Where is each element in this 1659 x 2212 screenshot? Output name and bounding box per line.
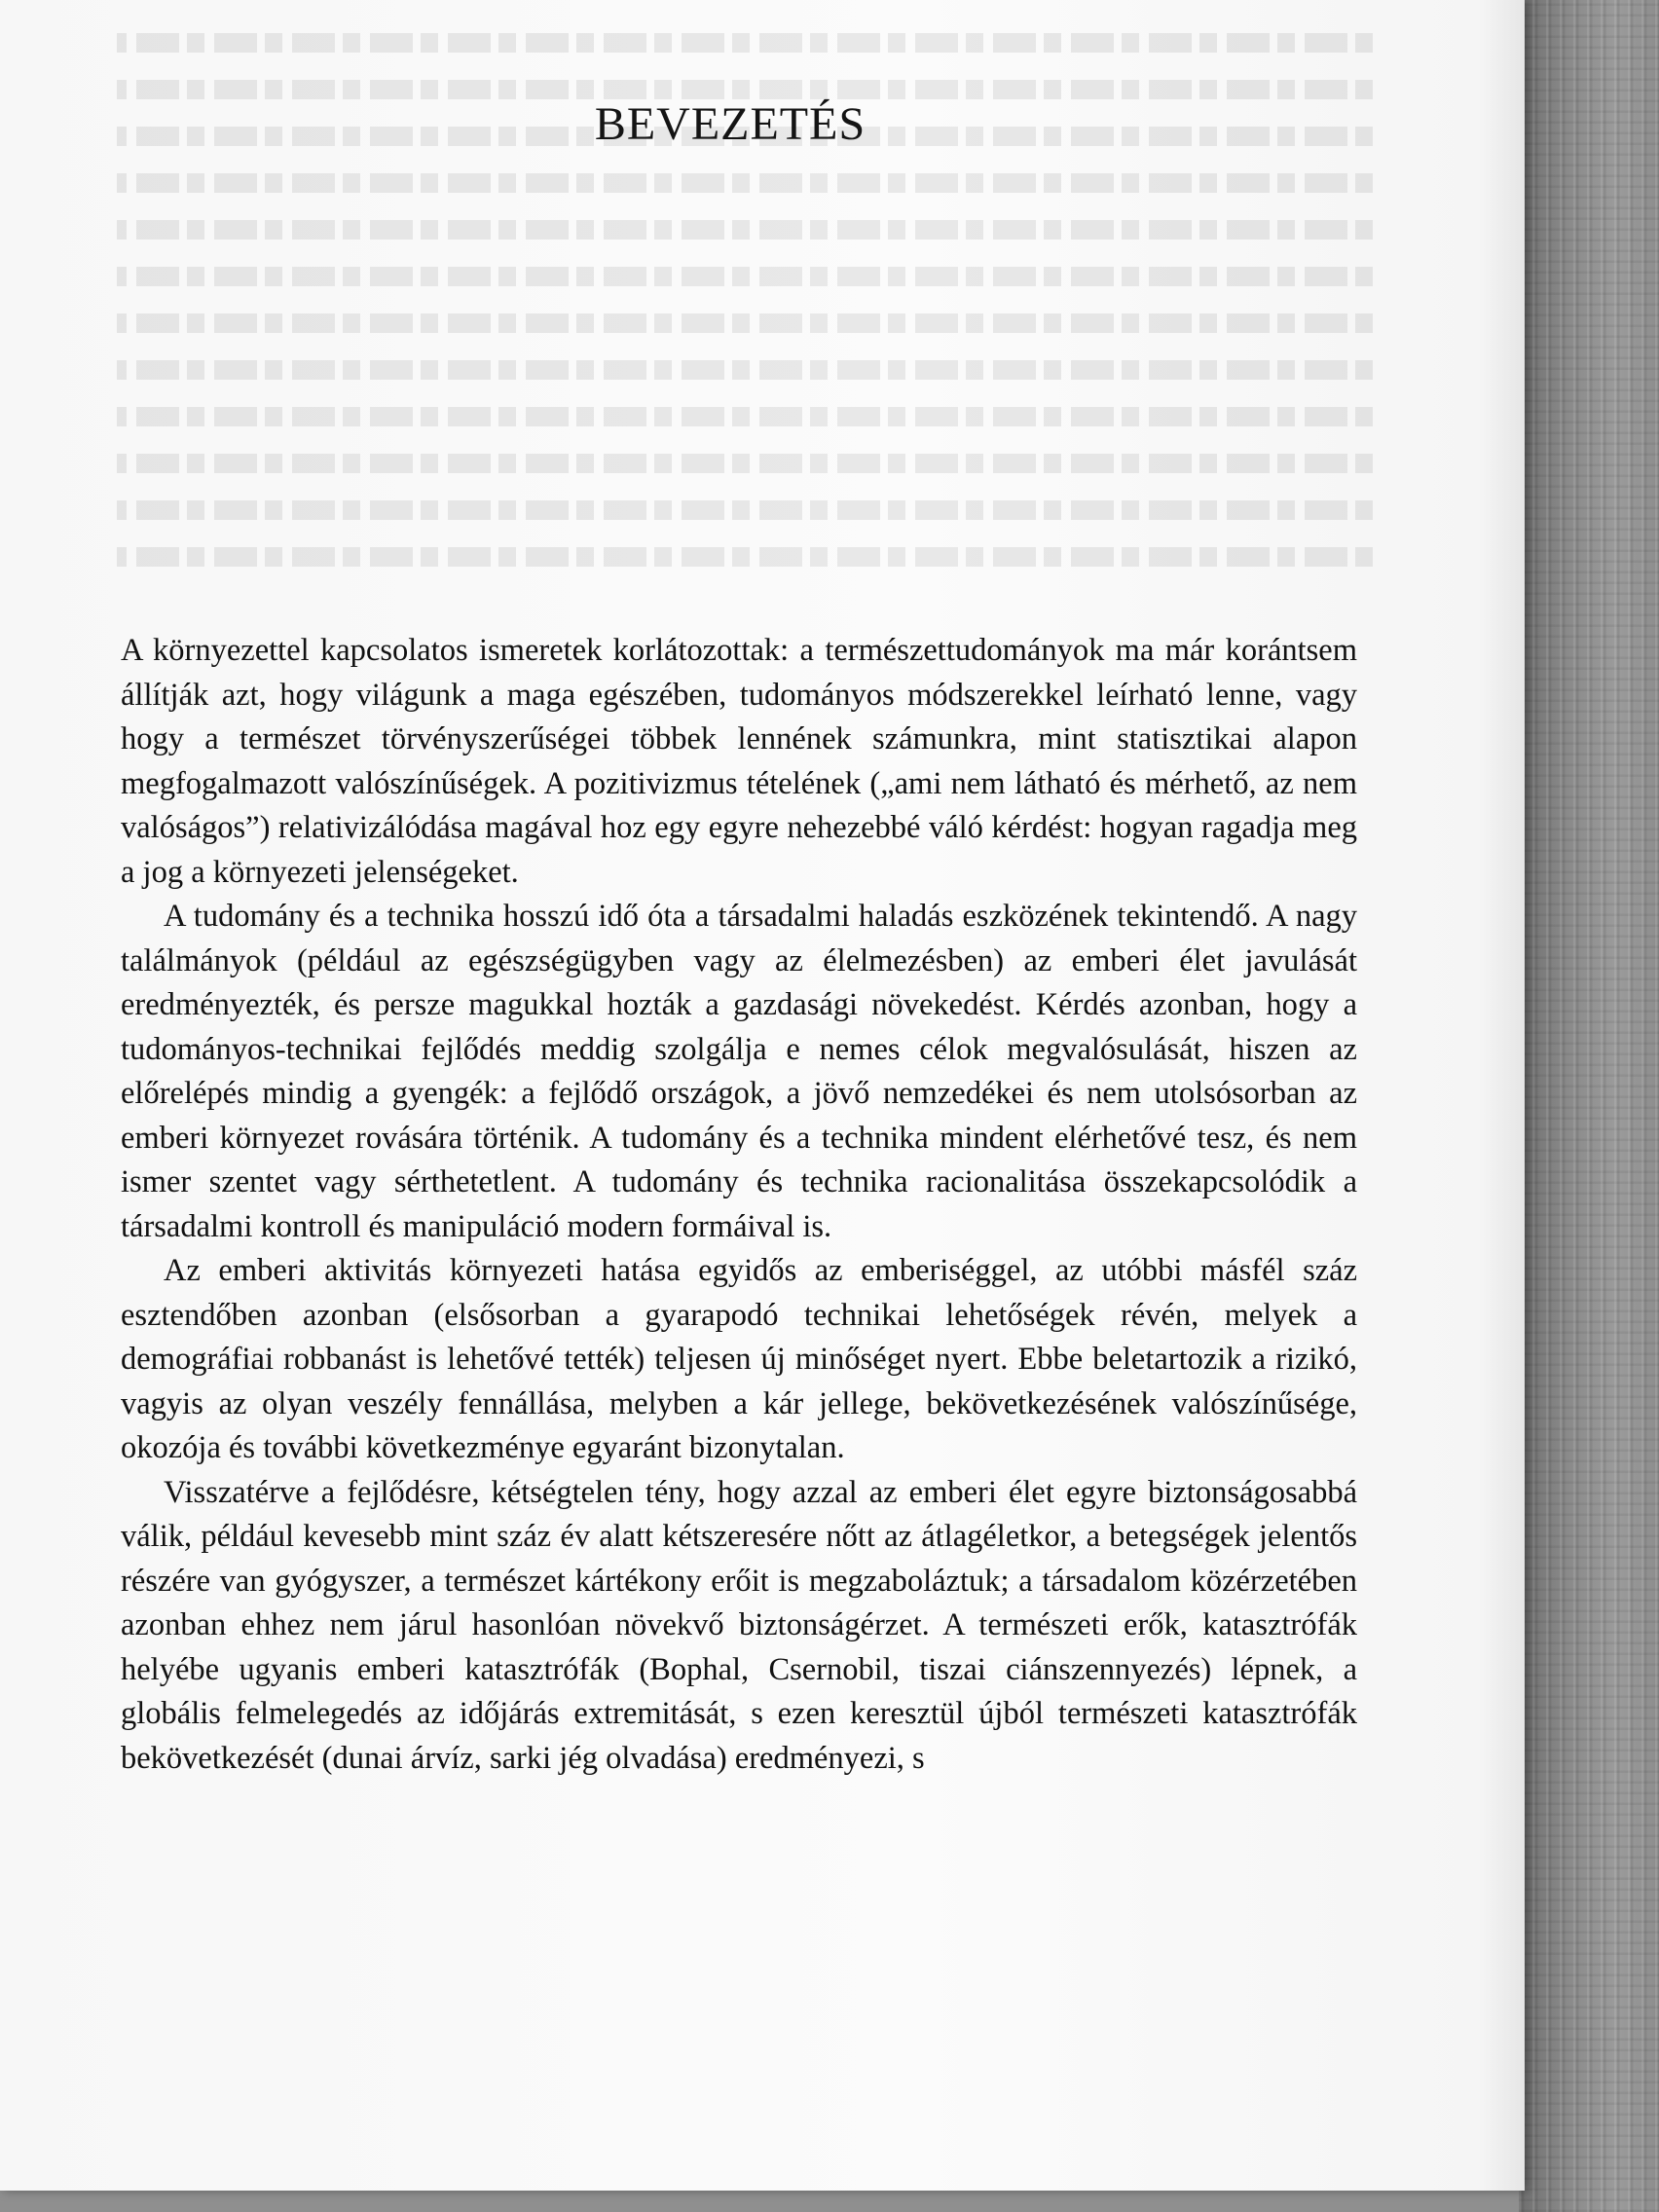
paragraph: A tudomány és a technika hosszú idő óta a társadalmi haladás eszközének tekintendő. A nagy találmányok (például az egészségügyben vagy az élelmezésben) az emberi élet javulását eredményezték, és persze magukkal hozták a gazdasági növekedést. Kérdés azonban, hogy a tudományos-technikai fejlődés meddig szolgálja e nemes célok megvalósulását, hiszen az előrelépés mindig a gyengék: a fejlődő országok, a jövő nemzedékei és nem utolsósorban az emberi környezet rovására történik. A tudomány és a technika mindent elérhetővé tesz, és nem ismer szentet vagy sérthetetlent. A tudomány és technika racionalitása összekapcsolódik a társadalmi kontroll és manipuláció modern formáival is. xyxy=(121,899,1357,1244)
chapter-title: BEVEZETÉS xyxy=(594,98,866,150)
paragraph: A környezettel kapcsolatos ismeretek korlátozottak: a természettudományok ma már korántsem állítják azt, hogy világunk a maga egészében, tudományos módszerekkel leírható lenne, vagy hogy a természet törvényszerűségei többek lennének számunkra, mint statisztikai alapon megfogalmazott valószínűségek. A pozitivizmus tételének („ami nem látható és mérhető, az nem valóságos”) relativizálódása magával hoz egy egyre nehezebbé váló kérdést: hogyan ragadja meg a jog a környezeti jelenségeket. xyxy=(121,633,1357,890)
paragraph: Visszatérve a fejlődésre, kétségtelen tény, hogy azzal az emberi élet egyre biztonságosabbá válik, például kevesebb mint száz év alatt kétszeresére nőtt az átlagéletkor, a betegségek jelentős részére van gyógyszer, a természet kártékony erőit is megzaboláztuk; a társadalom közérzetében azonban ehhez nem járul hasonlóan növekvő biztonságérzet. A természeti erők, katasztrófák helyébe ugyanis emberi katasztrófák (Bophal, Csernobil, tiszai ciánszennyezés) lépnek, a globális felmelegedés az időjárás extremitását, s ezen keresztül újból természeti katasztrófák bekövetkezését (dunai árvíz, sarki jég olvadása) eredményezi, s xyxy=(121,1474,1357,1776)
background-fabric xyxy=(1519,0,1659,2212)
body-text xyxy=(121,629,1357,1781)
paragraph: Az emberi aktivitás környezeti hatása egyidős az emberiséggel, az utóbbi másfél száz esztendőben azonban (elsősorban a gyarapodó technikai lehetőségek révén, melyek a demográfiai robbanást is lehetővé tették) teljesen új minőséget nyert. Ebbe beletartozik a rizikó, vagyis az olyan veszély fennállása, melyben a kár jellege, bekövetkezésének valószínűsége, okozója és további következménye egyaránt bizonytalan. xyxy=(121,1253,1357,1465)
